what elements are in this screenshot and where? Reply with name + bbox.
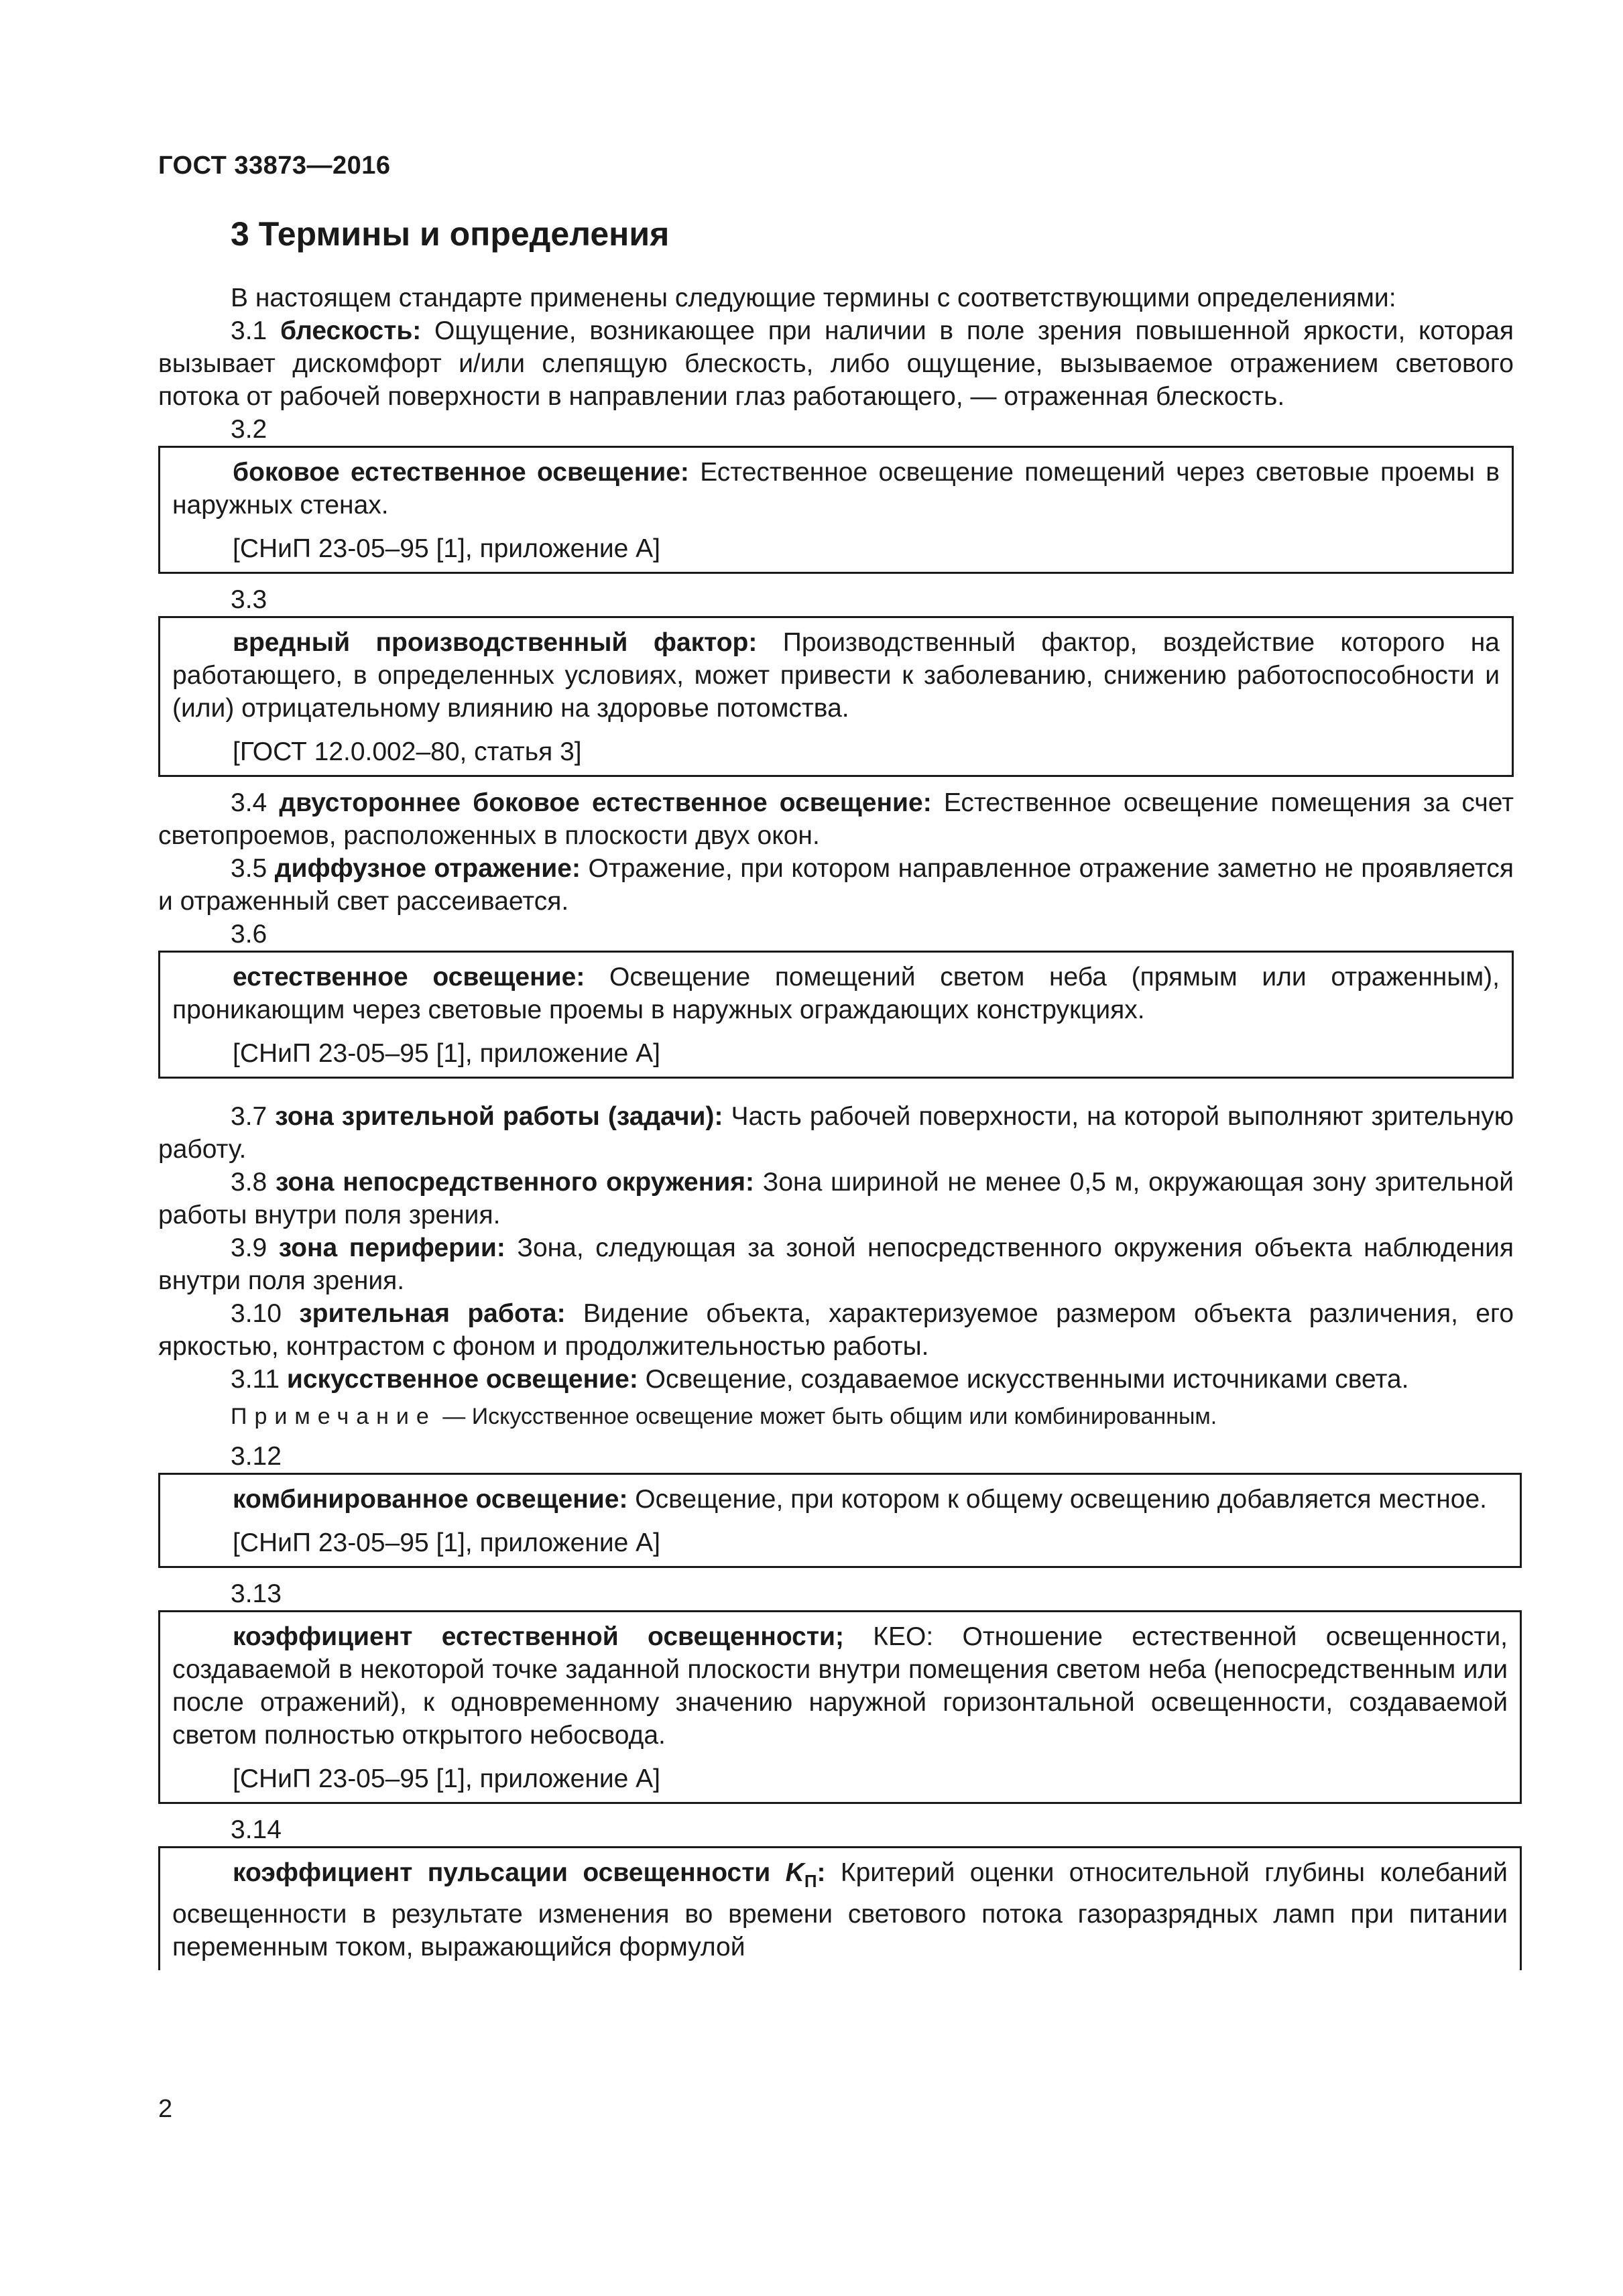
term-name: комбинированное освещение: (233, 1485, 628, 1514)
term-number: 3.11 (231, 1365, 280, 1394)
term-number: 3.10 (231, 1299, 282, 1328)
term-3-3 (172, 626, 1500, 725)
term-number: 3.5 (231, 854, 267, 883)
term-3-13-number: 3.13 (231, 1579, 282, 1608)
term-name: коэффициент пульсации освещенности (233, 1858, 771, 1887)
term-source: [СНиП 23-05–95 [1], приложение А] (233, 1528, 661, 1557)
term-3-6-number: 3.6 (231, 920, 267, 949)
term-definition: Критерий оценки относительной глубины колебаний освещенности в результате изменения во времени светового потока газоразрядных ламп при питании переменным током, выражающийся формулой (172, 1858, 1508, 1961)
term-name: боковое естественное освещение: (233, 458, 689, 487)
term-3-14 (172, 1856, 1508, 1963)
term-source: [СНиП 23-05–95 [1], приложение А] (233, 1039, 661, 1068)
term-3-11 (158, 1363, 1514, 1396)
term-3-3-box (158, 616, 1514, 777)
term-name: естественное освещение: (233, 963, 585, 991)
term-number: 3.1 (231, 316, 267, 345)
term-number: 3.4 (231, 788, 267, 817)
term-3-9 (158, 1231, 1514, 1297)
term-definition: Естественное освещение помещения за счет светопроемов, расположенных в плоскости двух окон. (158, 788, 1514, 850)
term-definition: Освещение помещений светом неба (прямым или отраженным), проникающим через световые проемы в наружных ограждающих конструкциях. (172, 963, 1500, 1024)
term-3-12-number: 3.12 (231, 1442, 282, 1471)
term-3-13 (172, 1620, 1508, 1752)
term-3-2 (172, 456, 1500, 522)
term-source: [ГОСТ 12.0.002–80, статья 3] (233, 737, 582, 766)
term-number: 3.9 (231, 1233, 267, 1262)
term-definition: Освещение, создаваемое искусственными источниками света. (638, 1365, 1409, 1394)
term-name: зона периферии: (278, 1233, 505, 1262)
term-definition: Отражение, при котором направленное отражение заметно не проявляется и отраженный свет рассеивается. (158, 854, 1514, 916)
term-3-2-number: 3.2 (231, 415, 267, 444)
term-definition: Ощущение, возникающее при наличии в поле зрения повышенной яркости, которая вызывает дискомфорт и/или слепящую блескость, либо ощущение, вызываемое отражением светового потока от рабочей поверхности в направлении глаз работающего, — отраженная блескость. (158, 316, 1514, 411)
term-name: искусственное освещение: (286, 1365, 638, 1394)
term-3-14-number: 3.14 (231, 1815, 282, 1844)
term-3-12-box (158, 1473, 1522, 1568)
term-3-6 (172, 961, 1500, 1026)
term-definition: Часть рабочей поверхности, на которой выполняют зрительную работу. (158, 1102, 1514, 1164)
term-3-5 (158, 852, 1514, 918)
term-source: [СНиП 23-05–95 [1], приложение А] (233, 1764, 661, 1793)
term-definition: Зона шириной не менее 0,5 м, окружающая зону зрительной работы внутри поля зрения. (158, 1168, 1514, 1229)
term-definition: Видение объекта, характеризуемое размером объекта различения, его яркостью, контрастом с фоном и продолжительностью работы. (158, 1299, 1514, 1361)
page-number: 2 (158, 2095, 173, 2123)
term-number: 3.8 (231, 1168, 267, 1197)
document-header: ГОСТ 33873—2016 (158, 152, 391, 180)
term-3-2-box (158, 446, 1514, 574)
term-definition: Освещение, при котором к общему освещению добавляется местное. (627, 1485, 1487, 1514)
term-3-12 (172, 1483, 1508, 1516)
term-3-8 (158, 1166, 1514, 1231)
note (158, 1401, 1514, 1432)
note-label: Примечание (231, 1404, 436, 1429)
term-name: зона непосредственного окружения: (276, 1168, 754, 1197)
terms-content (158, 282, 1514, 1970)
term-number: 3.7 (231, 1102, 267, 1131)
symbol-k: K (785, 1858, 804, 1887)
term-name: диффузное отражение: (274, 854, 581, 883)
term-source: [СНиП 23-05–95 [1], приложение А] (233, 534, 661, 563)
term-definition: Зона, следующая за зоной непосредственного окружения объекта наблюдения внутри поля зрения. (158, 1233, 1514, 1295)
term-3-7 (158, 1100, 1514, 1166)
term-3-4 (158, 786, 1514, 852)
symbol-subscript: П (804, 1870, 817, 1891)
term-definition: Производственный фактор, воздействие которого на работающего, в определенных условиях, может привести к заболеванию, снижению работоспособности и (или) отрицательному влиянию на здоровье потомства. (172, 628, 1500, 723)
term-colon: : (817, 1858, 826, 1887)
section-title: 3 Термины и определения (231, 215, 670, 253)
term-3-6-box (158, 951, 1514, 1079)
note-text: — Искусственное освещение может быть общим или комбинированным. (436, 1404, 1217, 1429)
term-name: блескость: (280, 316, 422, 345)
spacer (158, 1088, 1514, 1100)
intro-paragraph: В настоящем стандарте применены следующие термины с соответствующими определениями: (231, 284, 1396, 312)
term-name: коэффициент естественной освещенности; (233, 1622, 844, 1651)
term-3-1 (158, 314, 1514, 413)
term-definition: КЕО: Отношение естественной освещенности, создаваемой в некоторой точке заданной плоскости внутри помещения светом неба (непосредственным или после отражений), к одновременному значению наружной горизонтальной освещенности, создаваемой светом полностью открытого небосвода. (172, 1622, 1508, 1750)
term-name: вредный производственный фактор: (233, 628, 758, 657)
term-name: зона зрительной работы (задачи): (275, 1102, 723, 1131)
term-3-10 (158, 1297, 1514, 1363)
term-3-14-box (158, 1846, 1522, 1970)
term-name: зрительная работа: (299, 1299, 566, 1328)
term-name: двустороннее боковое естественное освещение: (279, 788, 932, 817)
term-3-3-number: 3.3 (231, 585, 267, 614)
term-3-13-box (158, 1610, 1522, 1804)
term-definition: Естественное освещение помещений через световые проемы в наружных стенах. (172, 458, 1500, 520)
